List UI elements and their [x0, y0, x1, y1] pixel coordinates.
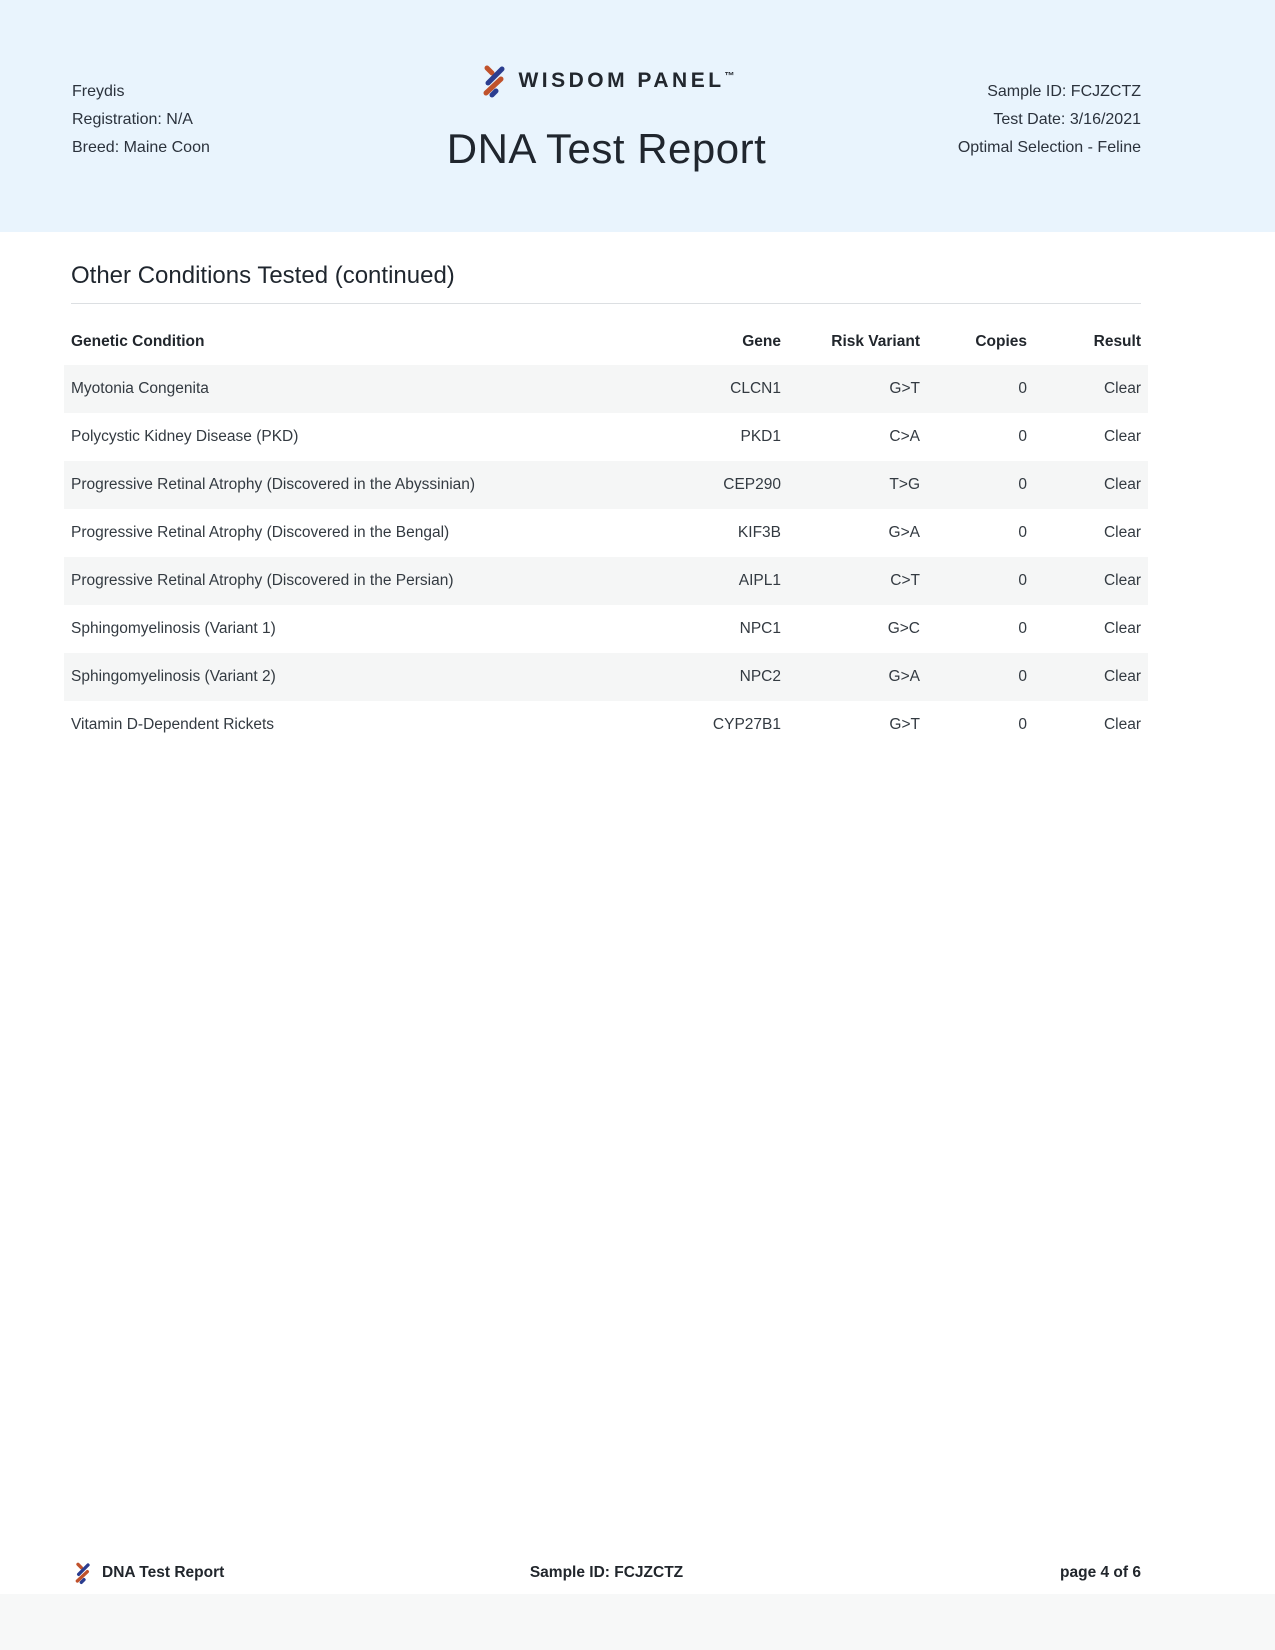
cell-result: Clear	[1103, 380, 1141, 397]
table-row	[64, 557, 1148, 605]
table-row	[64, 701, 1148, 749]
cell-gene: NPC2	[739, 668, 781, 685]
pet-registration: Registration: N/A	[72, 111, 193, 128]
cell-result: Clear	[1103, 476, 1141, 493]
cell-risk-variant: C>T	[890, 572, 920, 589]
cell-copies: 0	[1018, 572, 1027, 589]
cell-gene: CEP290	[723, 476, 781, 493]
cell-condition: Polycystic Kidney Disease (PKD)	[71, 428, 299, 445]
table-row	[64, 365, 1148, 413]
cell-condition: Sphingomyelinosis (Variant 1)	[71, 620, 276, 637]
cell-condition: Progressive Retinal Atrophy (Discovered in the Persian)	[71, 572, 454, 589]
sample-info-block	[851, 78, 1141, 232]
wisdom-panel-logo-icon-small	[72, 1560, 92, 1586]
footer-page-number: page 4 of 6	[1060, 1564, 1141, 1581]
cell-result: Clear	[1103, 620, 1141, 637]
test-date: Test Date: 3/16/2021	[993, 111, 1141, 128]
cell-copies: 0	[1018, 380, 1027, 397]
cell-copies: 0	[1018, 476, 1027, 493]
cell-gene: PKD1	[740, 428, 781, 445]
pet-info-block	[72, 78, 362, 232]
report-header	[0, 0, 1275, 232]
brand-row	[478, 62, 734, 100]
footer-sample-id: Sample ID: FCJZCTZ	[529, 1564, 684, 1581]
cell-risk-variant: G>A	[888, 668, 920, 685]
wordmark-text: WISDOM PANEL	[518, 69, 725, 92]
cell-condition: Progressive Retinal Atrophy (Discovered in the Abyssinian)	[71, 476, 476, 493]
cell-gene: CLCN1	[730, 380, 781, 397]
table-row	[64, 509, 1148, 557]
wordmark	[518, 69, 734, 93]
cell-copies: 0	[1018, 428, 1027, 445]
table-header-row	[64, 319, 1148, 365]
cell-condition: Vitamin D-Dependent Rickets	[71, 716, 275, 733]
main-content	[64, 232, 1148, 749]
cell-risk-variant: G>A	[888, 524, 920, 541]
section-heading: Other Conditions Tested (continued)	[71, 262, 1141, 304]
pet-name: Freydis	[72, 83, 125, 100]
trademark-symbol: ™	[724, 71, 735, 82]
page-bottom-strip	[0, 1594, 1275, 1650]
table-row	[64, 653, 1148, 701]
cell-gene: KIF3B	[737, 524, 781, 541]
footer-report-label: DNA Test Report	[102, 1564, 225, 1581]
table-body	[64, 365, 1148, 749]
cell-risk-variant: C>A	[889, 428, 920, 445]
cell-copies: 0	[1018, 668, 1027, 685]
cell-result: Clear	[1103, 668, 1141, 685]
cell-result: Clear	[1103, 428, 1141, 445]
cell-copies: 0	[1018, 716, 1027, 733]
cell-risk-variant: G>C	[887, 620, 920, 637]
cell-gene: CYP27B1	[712, 716, 781, 733]
cell-result: Clear	[1103, 524, 1141, 541]
cell-risk-variant: G>T	[889, 716, 920, 733]
product-name: Optimal Selection - Feline	[957, 139, 1141, 156]
cell-result: Clear	[1103, 716, 1141, 733]
cell-condition: Progressive Retinal Atrophy (Discovered in the Bengal)	[71, 524, 450, 541]
cell-gene: NPC1	[739, 620, 781, 637]
cell-condition: Myotonia Congenita	[71, 380, 209, 397]
footer-brand	[72, 1560, 428, 1586]
column-header-gene: Gene	[742, 333, 781, 350]
page-footer	[72, 1560, 1141, 1586]
brand-block	[362, 62, 851, 232]
column-header-copies: Copies	[975, 333, 1027, 350]
table-row	[64, 413, 1148, 461]
column-header-result: Result	[1093, 333, 1141, 350]
table-row	[64, 461, 1148, 509]
page-title: DNA Test Report	[446, 125, 767, 172]
table-row	[64, 605, 1148, 653]
column-header-risk-variant: Risk Variant	[831, 333, 920, 350]
cell-condition: Sphingomyelinosis (Variant 2)	[71, 668, 276, 685]
cell-result: Clear	[1103, 572, 1141, 589]
pet-breed: Breed: Maine Coon	[72, 139, 210, 156]
conditions-table	[64, 319, 1148, 749]
sample-id: Sample ID: FCJZCTZ	[987, 83, 1141, 100]
cell-risk-variant: G>T	[889, 380, 920, 397]
column-header-condition: Genetic Condition	[71, 333, 205, 350]
cell-copies: 0	[1018, 524, 1027, 541]
cell-risk-variant: T>G	[889, 476, 920, 493]
cell-gene: AIPL1	[738, 572, 781, 589]
cell-copies: 0	[1018, 620, 1027, 637]
wisdom-panel-logo-icon	[478, 62, 508, 100]
